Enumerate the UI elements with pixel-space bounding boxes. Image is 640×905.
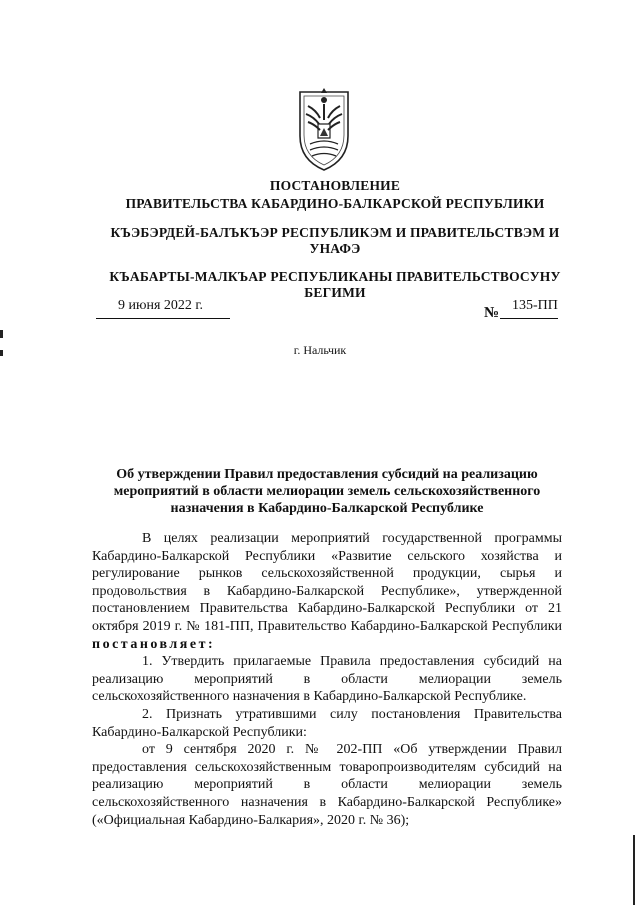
header-government-krc: КЪАБАРТЫ-МАЛКЪАР РЕСПУБЛИКАНЫ ПРАВИТЕЛЬСТВОСУНУ [109, 269, 561, 284]
number-sign: № [484, 305, 500, 321]
scan-edge-mark [0, 330, 3, 338]
scan-edge-mark [0, 350, 3, 356]
preamble-text: В целях реализации мероприятий государственной программы Кабардино-Балкарской Республики «Развитие сельского хозяйства и регулирование рынков сельскохозяйственной продукции, сырья и продовольствия в Кабардино-Балкарской Республике», утвержденной постановлением Правительства Кабардино-Балкарской Республики от 21 октября 2019 г. № 181-ПП, Правительство Кабардино-Балкарской Республики [92, 531, 562, 634]
document-city: г. Нальчик [293, 343, 347, 357]
document-number: 135-ПП [512, 298, 558, 313]
document-body [92, 530, 562, 829]
scan-edge-line [633, 835, 635, 905]
number-underline [500, 318, 558, 319]
item-1: 1. Утвердить прилагаемые Правила предоставления субсидий на реализацию мероприятий в области мелиорации земель сельскохозяйственного назначения в Кабардино-Балкарской Республике. [92, 654, 562, 705]
header-government-ru: ПРАВИТЕЛЬСТВА КАБАРДИНО-БАЛКАРСКОЙ РЕСПУБЛИКИ [125, 196, 545, 211]
header-government-kbd: КЪЭБЭРДЕЙ-БАЛЪКЪЭР РЕСПУБЛИКЭМ И ПРАВИТЕЛЬСТВЭМ И [110, 225, 560, 240]
date-underline [96, 318, 230, 319]
item-2a: от 9 сентября 2020 г. № 202-ПП «Об утверждении Правил предоставления сельскохозяйственным товаропроизводителям субсидий на реализацию мероприятий в области мелиорации земель сельскохозяйственного назначения в Кабардино-Балкарской Республике» («Официальная Кабардино-Балкария», 2020 г. № 36); [92, 742, 562, 828]
item-2: 2. Признать утратившими силу постановления Правительства Кабардино-Балкарской Республики: [92, 706, 562, 740]
decree-word: постановляет: [92, 636, 216, 652]
document-date: 9 июня 2022 г. [118, 298, 204, 313]
header-government-kbd-cont: УНАФЭ [309, 241, 361, 256]
preamble-paragraph [92, 530, 562, 653]
coat-of-arms-emblem [296, 84, 352, 174]
document-title: Об утверждении Правил предоставления субсидий на реализацию мероприятий в области мелиорации земель сельскохозяйственного назначения в Кабардино-Балкарской Республике [113, 467, 541, 516]
header-government-krc-cont: БЕГИМИ [304, 285, 366, 300]
header-title: ПОСТАНОВЛЕНИЕ [269, 178, 401, 193]
